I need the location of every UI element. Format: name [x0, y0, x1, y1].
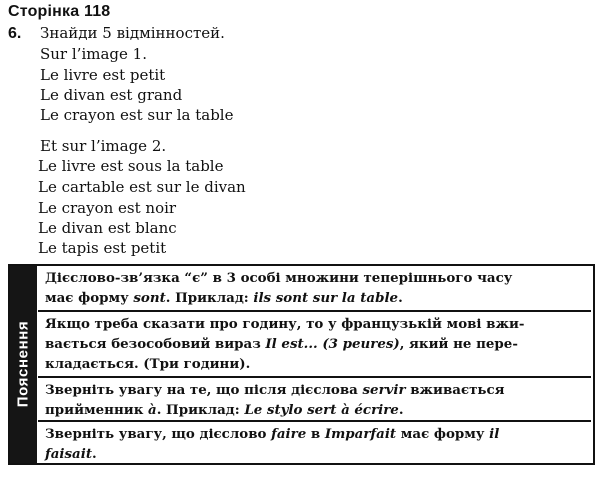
image2-item: Le livre est sous la table [38, 157, 224, 175]
exercise-task: Знайди 5 відмінностей. [40, 24, 225, 42]
note-term: faisait [45, 446, 93, 462]
image1-item: Le livre est petit [40, 66, 166, 84]
note-term: Imparfait [324, 426, 397, 442]
note-text: . Приклад: [156, 402, 245, 418]
note-example: ils sont sur la table [253, 290, 399, 306]
image2-item: Le crayon est noir [38, 199, 177, 217]
note-text: прийменник [45, 402, 149, 418]
note-text: вживається [405, 382, 505, 398]
image1-item: Le crayon est sur la table [40, 106, 234, 124]
page-title: Сторінка 118 [8, 3, 111, 20]
note-text: має форму [396, 426, 490, 442]
explanation-box [8, 264, 595, 465]
note-text: . [398, 290, 403, 306]
note-example: Il est... (3 peures) [265, 336, 400, 352]
note-text: . [398, 402, 404, 418]
image2-heading: Et sur l’image 2. [40, 137, 167, 155]
image1-heading: Sur l’image 1. [40, 45, 147, 63]
note-term: servir [362, 382, 406, 398]
note-faire-imparfait [38, 420, 591, 464]
note-verb-etre [38, 266, 591, 308]
note-text: . Приклад: [165, 290, 254, 306]
image2-item: Le divan est blanc [38, 219, 177, 237]
explanation-tab [10, 266, 37, 463]
note-text: Зверніть увагу, що дієслово [45, 426, 272, 442]
note-text: Якщо треба сказати про годину, то у французькій мові вжи- [45, 316, 525, 332]
note-term: sont [133, 290, 166, 306]
image2-item: Le tapis est petit [38, 239, 167, 257]
image2-item: Le cartable est sur le divan [38, 178, 246, 196]
note-term: faire [271, 426, 307, 442]
note-term: il [489, 426, 500, 442]
note-text: Зверніть увагу на те, що після дієслова [45, 382, 363, 398]
note-text: Дієслово-зв’язка “є” в 3 особі множини теперішнього часу [45, 270, 513, 286]
note-text: кладається. (Три години). [45, 356, 251, 372]
note-text: , який не пере- [399, 336, 518, 352]
note-telling-time [38, 310, 591, 374]
image1-item: Le divan est grand [40, 86, 183, 104]
note-term: à [148, 402, 157, 418]
note-text: має форму [45, 290, 134, 306]
note-servir [38, 376, 591, 420]
note-text: . [92, 446, 97, 462]
explanation-tab-label: Пояснення [14, 320, 32, 408]
note-example: Le stylo sert à écrire [244, 402, 399, 418]
note-text: вається безособовий вираз [45, 336, 266, 352]
note-text: в [306, 426, 325, 442]
exercise-number: 6. [8, 25, 22, 42]
